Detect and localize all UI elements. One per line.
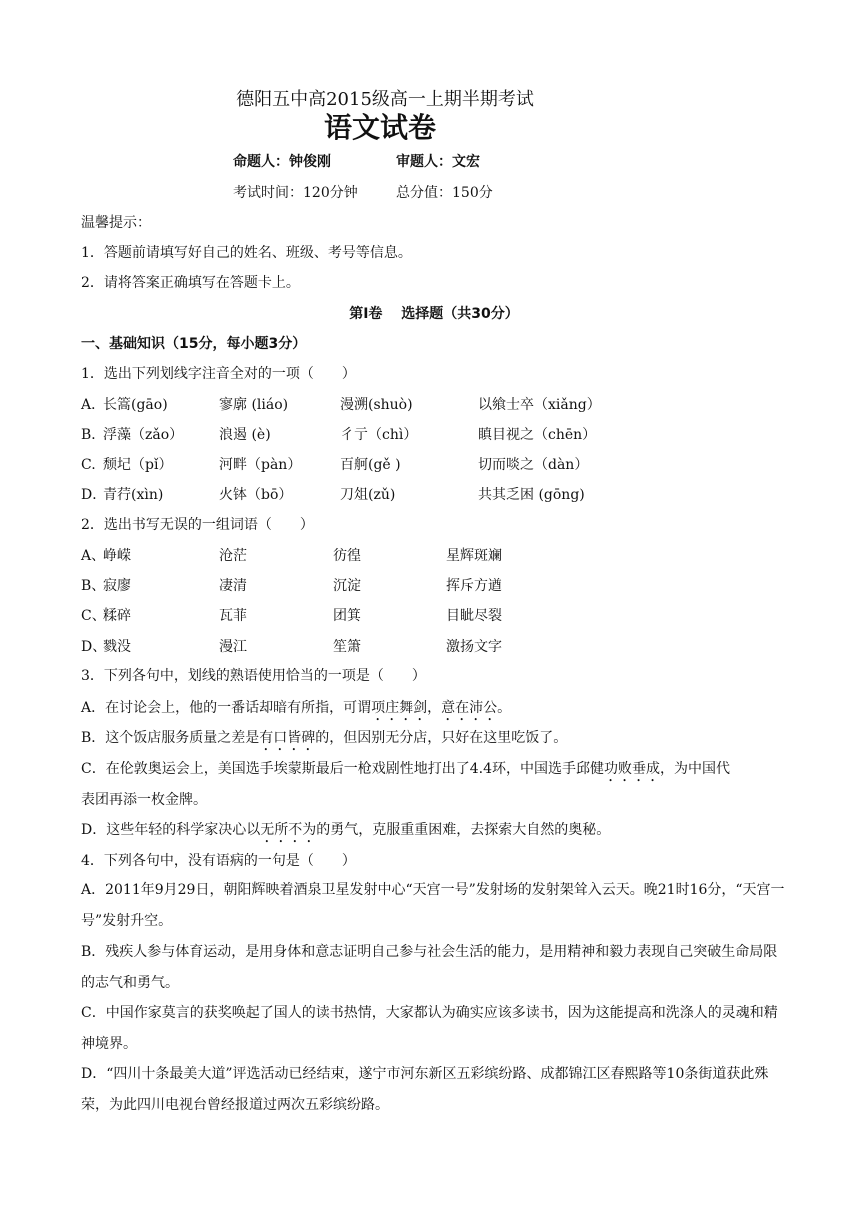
option-text: 的勇气，克服重重困难，去探索大自然的奥秘。	[316, 822, 611, 838]
option-text: B．这个饭店服务质量之差是	[81, 730, 260, 746]
option-letter: C.	[81, 457, 96, 473]
option-item: 以飨士卒（xiǎng）	[478, 397, 601, 413]
option-item: 切而啖之（dàn）	[478, 457, 589, 473]
question-3-option-c	[81, 759, 730, 785]
question-4-option-c: C．中国作家莫言的获奖唤起了国人的读书热情，大家都认为确实应该多读书，因为这能提高和洗涤人的灵魂和精神境界。	[81, 1005, 778, 1052]
option-item: 瓦菲	[219, 608, 247, 624]
question-3-option-a	[81, 698, 511, 724]
option-item: 凄清	[219, 578, 247, 594]
option-text: 。	[497, 700, 512, 716]
question-4-option-a: A．2011年9月29日，朝阳辉映着酒泉卫星发射中心“天宫一号”发射场的发射架耸入云天。晚21时16分，“天宫一号”发射升空。	[81, 882, 785, 929]
option-letter: A、	[81, 548, 106, 564]
option-item: 沉淀	[333, 578, 361, 594]
option-item: 团箕	[333, 608, 361, 624]
question-4-option-d: D．“四川十条最美大道”评选活动已经结束，遂宁市河东新区五彩缤纷路、成都锦江区春熙路等10条街道获此殊荣，为此四川电视台曾经报道过两次五彩缤纷路。	[81, 1066, 769, 1113]
option-item: 寥廓 (liáo)	[219, 397, 289, 413]
option-letter: B．	[81, 427, 106, 443]
total-score: 总分值：150分	[396, 185, 493, 201]
option-letter: C、	[81, 608, 106, 624]
option-item: 刀俎(zǔ)	[340, 487, 396, 503]
option-item: 河畔（pàn）	[219, 457, 302, 473]
option-item: 戮没	[103, 639, 131, 655]
question-3-option-d	[81, 820, 610, 846]
question-3-stem: 3．下列各句中，划线的熟语使用恰当的一项是（ ）	[81, 668, 426, 684]
option-item: 笙箫	[333, 639, 361, 655]
option-letter: B、	[81, 578, 106, 594]
option-item: 寂廖	[103, 578, 131, 594]
option-letter: D、	[81, 639, 107, 655]
tips-heading: 温馨提示：	[81, 215, 151, 231]
option-item: 星辉斑斓	[446, 548, 502, 564]
question-3-option-b	[81, 728, 567, 754]
exam-time: 考试时间：120分钟	[233, 185, 358, 201]
option-item: 挥斥方遒	[446, 578, 502, 594]
option-item: 长篙(gāo)	[103, 397, 168, 413]
exam-subject-title: 语文试卷	[323, 111, 436, 144]
option-letter: A．	[81, 397, 106, 413]
option-item: 激扬文字	[446, 639, 502, 655]
option-item: 目眦尽裂	[446, 608, 502, 624]
option-item: 火钵（bō）	[219, 487, 293, 503]
underlined-idiom: 无所不为	[260, 822, 317, 838]
option-item: 漫江	[219, 639, 247, 655]
exam-school-line: 德阳五中高2015级高一上期半期考试	[236, 89, 534, 110]
question-1-stem: 1．选出下列划线字注音全对的一项（ ）	[81, 366, 356, 382]
question-2-stem: 2．选出书写无误的一组词语（ ）	[81, 517, 314, 533]
option-item: 彷徨	[333, 548, 361, 564]
question-3-option-c-cont: 表团再添一枚金牌。	[81, 792, 207, 808]
option-text: A．在讨论会上，他的一番话却暗有所指，可谓	[81, 700, 372, 716]
option-text: ，为中国代	[659, 761, 730, 777]
option-item: 沧茫	[219, 548, 247, 564]
option-item: 青荇(xìn)	[103, 487, 164, 503]
underlined-idiom: 有口皆碑	[259, 730, 316, 746]
option-item: 百舸(gě )	[340, 457, 401, 473]
option-item: 浮藻（zǎo）	[103, 427, 184, 443]
option-item: 彳亍（chì）	[340, 427, 418, 443]
option-item: 峥嵘	[103, 548, 131, 564]
question-4-option-b: B．残疾人参与体育运动，是用身体和意志证明自己参与社会生活的能力，是用精神和毅力表现自己突破生命局限的志气和勇气。	[81, 944, 778, 991]
section-heading: 一、基础知识（15分，每小题3分）	[81, 336, 307, 352]
question-4-stem: 4．下列各句中，没有语病的一句是（ ）	[81, 853, 356, 869]
option-letter: D．	[81, 487, 107, 503]
option-text: D．这些年轻的科学家决心以	[81, 822, 261, 838]
underlined-idiom: 功败垂成	[603, 761, 660, 777]
option-text: C．在伦敦奥运会上，美国选手埃蒙斯最后一枪戏剧性地打出了4.4环，中国选手邱健	[81, 761, 604, 777]
option-item: 瞋目视之（chēn）	[478, 427, 597, 443]
option-item: 糅碎	[103, 608, 131, 624]
option-item: 漫溯(shuò)	[340, 397, 413, 413]
option-text: 的，但因别无分店，只好在这里吃饭了。	[315, 730, 568, 746]
reviewer-label: 审题人：文宏	[396, 154, 480, 170]
option-item: 共其乏困 (gōng)	[478, 487, 585, 503]
tip-item: 1．答题前请填写好自己的姓名、班级、考号等信息。	[81, 245, 412, 261]
option-item: 颓圮（pǐ）	[103, 457, 173, 473]
tip-item: 2．请将答案正确填写在答题卡上。	[81, 275, 300, 291]
underlined-idiom: 项庄舞剑，意在沛公	[371, 700, 498, 716]
part-heading: 第Ⅰ卷 选择题（共30分）	[349, 306, 519, 322]
option-item: 浪遏 (è)	[219, 427, 271, 443]
setter-label: 命题人：钟俊刚	[233, 154, 331, 170]
